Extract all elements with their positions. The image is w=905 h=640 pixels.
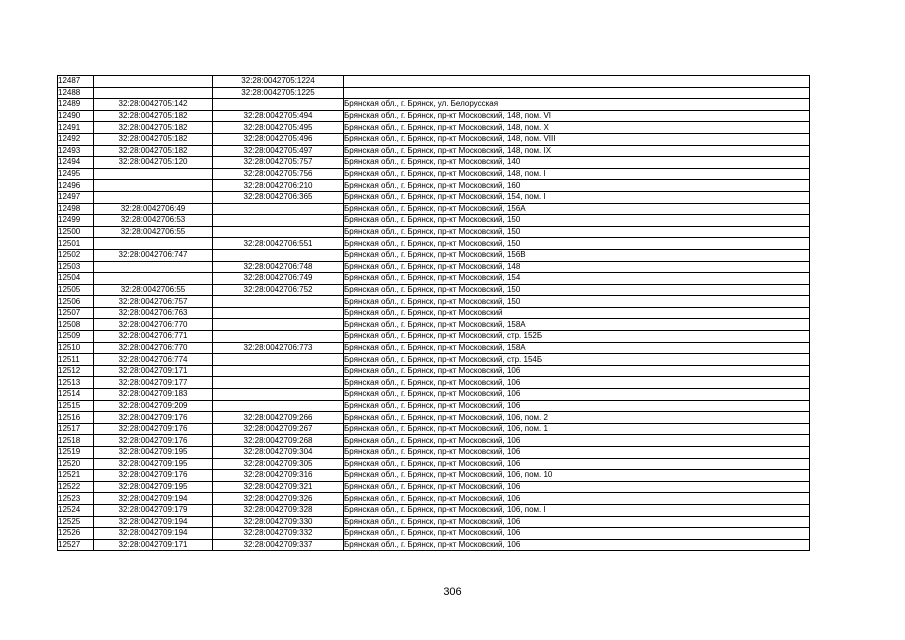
- row-number-cell: 12500: [58, 226, 94, 238]
- table-row: [58, 435, 810, 447]
- object-cadastral-number-cell: 32:28:0042705:494: [213, 110, 344, 122]
- address-cell: Брянская обл., г. Брянск, пр-кт Московский, 106: [344, 493, 810, 505]
- cadastral-number-cell: 32:28:0042709:183: [94, 389, 213, 401]
- cadastral-number-cell: 32:28:0042705:120: [94, 157, 213, 169]
- table-row: [58, 180, 810, 192]
- object-cadastral-number-cell: 32:28:0042706:748: [213, 261, 344, 273]
- table-row: [58, 168, 810, 180]
- cadastral-number-cell: [94, 168, 213, 180]
- table-row: [58, 238, 810, 250]
- row-number-cell: 12522: [58, 481, 94, 493]
- address-cell: Брянская обл., г. Брянск, пр-кт Московский, 158А: [344, 342, 810, 354]
- object-cadastral-number-cell: [213, 99, 344, 111]
- cadastral-number-cell: [94, 180, 213, 192]
- cadastral-registry-table: [57, 75, 810, 551]
- cadastral-number-cell: [94, 76, 213, 88]
- object-cadastral-number-cell: [213, 249, 344, 261]
- table-row: [58, 307, 810, 319]
- address-cell: Брянская обл., г. Брянск, пр-кт Московский, 106: [344, 458, 810, 470]
- row-number-cell: 12511: [58, 354, 94, 366]
- table-row: [58, 447, 810, 459]
- row-number-cell: 12506: [58, 296, 94, 308]
- cadastral-number-cell: 32:28:0042709:177: [94, 377, 213, 389]
- object-cadastral-number-cell: [213, 400, 344, 412]
- address-cell: Брянская обл., г. Брянск, пр-кт Московский, 154: [344, 273, 810, 285]
- row-number-cell: 12524: [58, 504, 94, 516]
- object-cadastral-number-cell: 32:28:0042709:304: [213, 447, 344, 459]
- object-cadastral-number-cell: 32:28:0042705:1224: [213, 76, 344, 88]
- row-number-cell: 12523: [58, 493, 94, 505]
- cadastral-number-cell: 32:28:0042709:179: [94, 504, 213, 516]
- cadastral-number-cell: 32:28:0042706:747: [94, 249, 213, 261]
- cadastral-number-cell: 32:28:0042705:182: [94, 110, 213, 122]
- cadastral-number-cell: [94, 261, 213, 273]
- object-cadastral-number-cell: 32:28:0042709:330: [213, 516, 344, 528]
- table-row: [58, 145, 810, 157]
- row-number-cell: 12503: [58, 261, 94, 273]
- cadastral-number-cell: [94, 191, 213, 203]
- cadastral-number-cell: 32:28:0042709:195: [94, 481, 213, 493]
- row-number-cell: 12491: [58, 122, 94, 134]
- table-row: [58, 481, 810, 493]
- object-cadastral-number-cell: 32:28:0042706:210: [213, 180, 344, 192]
- table-row: [58, 226, 810, 238]
- object-cadastral-number-cell: 32:28:0042709:266: [213, 412, 344, 424]
- object-cadastral-number-cell: 32:28:0042705:1225: [213, 87, 344, 99]
- cadastral-number-cell: 32:28:0042709:194: [94, 528, 213, 540]
- address-cell: Брянская обл., г. Брянск, пр-кт Московский, 150: [344, 226, 810, 238]
- object-cadastral-number-cell: 32:28:0042709:337: [213, 539, 344, 551]
- address-cell: Брянская обл., г. Брянск, пр-кт Московский, 148, пом. IX: [344, 145, 810, 157]
- object-cadastral-number-cell: 32:28:0042705:757: [213, 157, 344, 169]
- cadastral-number-cell: 32:28:0042709:194: [94, 516, 213, 528]
- object-cadastral-number-cell: 32:28:0042706:749: [213, 273, 344, 285]
- table-row: [58, 528, 810, 540]
- object-cadastral-number-cell: 32:28:0042709:268: [213, 435, 344, 447]
- row-number-cell: 12518: [58, 435, 94, 447]
- address-cell: Брянская обл., г. Брянск, пр-кт Московский, 154, пом. I: [344, 191, 810, 203]
- row-number-cell: 12492: [58, 133, 94, 145]
- row-number-cell: 12496: [58, 180, 94, 192]
- object-cadastral-number-cell: [213, 226, 344, 238]
- row-number-cell: 12501: [58, 238, 94, 250]
- table-row: [58, 133, 810, 145]
- address-cell: Брянская обл., г. Брянск, пр-кт Московский, 148, пом. VIII: [344, 133, 810, 145]
- table-row: [58, 493, 810, 505]
- cadastral-number-cell: 32:28:0042706:53: [94, 215, 213, 227]
- table-row: [58, 377, 810, 389]
- registry-table-body: [58, 76, 810, 551]
- address-cell: [344, 76, 810, 88]
- table-row: [58, 215, 810, 227]
- table-row: [58, 539, 810, 551]
- row-number-cell: 12527: [58, 539, 94, 551]
- cadastral-number-cell: 32:28:0042709:176: [94, 435, 213, 447]
- address-cell: Брянская обл., г. Брянск, пр-кт Московский, 106: [344, 539, 810, 551]
- object-cadastral-number-cell: [213, 203, 344, 215]
- cadastral-number-cell: 32:28:0042709:176: [94, 412, 213, 424]
- address-cell: Брянская обл., г. Брянск, пр-кт Московский, 106: [344, 377, 810, 389]
- object-cadastral-number-cell: [213, 296, 344, 308]
- row-number-cell: 12508: [58, 319, 94, 331]
- row-number-cell: 12525: [58, 516, 94, 528]
- table-row: [58, 331, 810, 343]
- object-cadastral-number-cell: [213, 365, 344, 377]
- cadastral-number-cell: 32:28:0042706:55: [94, 284, 213, 296]
- table-row: [58, 99, 810, 111]
- table-row: [58, 423, 810, 435]
- object-cadastral-number-cell: 32:28:0042705:495: [213, 122, 344, 134]
- address-cell: Брянская обл., г. Брянск, пр-кт Московский, 156В: [344, 249, 810, 261]
- table-row: [58, 110, 810, 122]
- address-cell: Брянская обл., г. Брянск, пр-кт Московский, 160: [344, 180, 810, 192]
- object-cadastral-number-cell: [213, 354, 344, 366]
- address-cell: Брянская обл., г. Брянск, пр-кт Московский, 106: [344, 400, 810, 412]
- object-cadastral-number-cell: [213, 377, 344, 389]
- object-cadastral-number-cell: 32:28:0042705:496: [213, 133, 344, 145]
- table-row: [58, 261, 810, 273]
- table-row: [58, 470, 810, 482]
- object-cadastral-number-cell: 32:28:0042706:773: [213, 342, 344, 354]
- cadastral-number-cell: [94, 273, 213, 285]
- address-cell: Брянская обл., г. Брянск, пр-кт Московский, 106: [344, 435, 810, 447]
- cadastral-number-cell: [94, 87, 213, 99]
- row-number-cell: 12499: [58, 215, 94, 227]
- address-cell: Брянская обл., г. Брянск, пр-кт Московский, 106: [344, 516, 810, 528]
- cadastral-number-cell: 32:28:0042706:757: [94, 296, 213, 308]
- cadastral-number-cell: [94, 238, 213, 250]
- cadastral-number-cell: 32:28:0042706:770: [94, 319, 213, 331]
- address-cell: Брянская обл., г. Брянск, пр-кт Московский, 148: [344, 261, 810, 273]
- object-cadastral-number-cell: [213, 331, 344, 343]
- address-cell: Брянская обл., г. Брянск, пр-кт Московский, 106, пом. 1: [344, 423, 810, 435]
- cadastral-number-cell: 32:28:0042709:176: [94, 423, 213, 435]
- address-cell: Брянская обл., г. Брянск, пр-кт Московский, 150: [344, 238, 810, 250]
- table-row: [58, 504, 810, 516]
- address-cell: Брянская обл., г. Брянск, пр-кт Московский, 150: [344, 284, 810, 296]
- table-row: [58, 191, 810, 203]
- row-number-cell: 12502: [58, 249, 94, 261]
- object-cadastral-number-cell: 32:28:0042709:316: [213, 470, 344, 482]
- row-number-cell: 12521: [58, 470, 94, 482]
- address-cell: Брянская обл., г. Брянск, пр-кт Московский, стр. 154Б: [344, 354, 810, 366]
- table-row: [58, 319, 810, 331]
- address-cell: Брянская обл., г. Брянск, пр-кт Московский, 106: [344, 447, 810, 459]
- address-cell: Брянская обл., г. Брянск, пр-кт Московский, 140: [344, 157, 810, 169]
- object-cadastral-number-cell: 32:28:0042706:752: [213, 284, 344, 296]
- row-number-cell: 12510: [58, 342, 94, 354]
- table-row: [58, 365, 810, 377]
- table-row: [58, 273, 810, 285]
- row-number-cell: 12512: [58, 365, 94, 377]
- address-cell: Брянская обл., г. Брянск, пр-кт Московский, 156А: [344, 203, 810, 215]
- object-cadastral-number-cell: 32:28:0042709:328: [213, 504, 344, 516]
- row-number-cell: 12498: [58, 203, 94, 215]
- cadastral-number-cell: 32:28:0042706:763: [94, 307, 213, 319]
- table-row: [58, 87, 810, 99]
- table-row: [58, 296, 810, 308]
- table-row: [58, 203, 810, 215]
- cadastral-number-cell: 32:28:0042705:142: [94, 99, 213, 111]
- table-row: [58, 157, 810, 169]
- row-number-cell: 12497: [58, 191, 94, 203]
- address-cell: Брянская обл., г. Брянск, пр-кт Московский, 106, пом. 10: [344, 470, 810, 482]
- cadastral-number-cell: 32:28:0042709:195: [94, 447, 213, 459]
- table-row: [58, 342, 810, 354]
- cadastral-number-cell: 32:28:0042705:182: [94, 122, 213, 134]
- row-number-cell: 12494: [58, 157, 94, 169]
- address-cell: Брянская обл., г. Брянск, пр-кт Московский: [344, 307, 810, 319]
- page-number: 306: [443, 586, 462, 598]
- row-number-cell: 12505: [58, 284, 94, 296]
- row-number-cell: 12514: [58, 389, 94, 401]
- cadastral-number-cell: 32:28:0042709:176: [94, 470, 213, 482]
- object-cadastral-number-cell: 32:28:0042709:267: [213, 423, 344, 435]
- object-cadastral-number-cell: [213, 389, 344, 401]
- row-number-cell: 12516: [58, 412, 94, 424]
- object-cadastral-number-cell: 32:28:0042706:551: [213, 238, 344, 250]
- row-number-cell: 12517: [58, 423, 94, 435]
- address-cell: Брянская обл., г. Брянск, пр-кт Московский, 148, пом. VI: [344, 110, 810, 122]
- row-number-cell: 12515: [58, 400, 94, 412]
- address-cell: Брянская обл., г. Брянск, пр-кт Московский, 106: [344, 481, 810, 493]
- table-row: [58, 412, 810, 424]
- cadastral-number-cell: 32:28:0042705:182: [94, 133, 213, 145]
- row-number-cell: 12495: [58, 168, 94, 180]
- row-number-cell: 12493: [58, 145, 94, 157]
- object-cadastral-number-cell: [213, 307, 344, 319]
- row-number-cell: 12509: [58, 331, 94, 343]
- cadastral-number-cell: 32:28:0042709:209: [94, 400, 213, 412]
- address-cell: Брянская обл., г. Брянск, пр-кт Московский, 148, пом. I: [344, 168, 810, 180]
- row-number-cell: 12488: [58, 87, 94, 99]
- object-cadastral-number-cell: 32:28:0042709:326: [213, 493, 344, 505]
- cadastral-number-cell: 32:28:0042706:770: [94, 342, 213, 354]
- address-cell: Брянская обл., г. Брянск, пр-кт Московский, 106, пом. 2: [344, 412, 810, 424]
- cadastral-number-cell: 32:28:0042706:771: [94, 331, 213, 343]
- table-row: [58, 389, 810, 401]
- object-cadastral-number-cell: 32:28:0042709:305: [213, 458, 344, 470]
- row-number-cell: 12487: [58, 76, 94, 88]
- address-cell: [344, 87, 810, 99]
- object-cadastral-number-cell: 32:28:0042709:321: [213, 481, 344, 493]
- object-cadastral-number-cell: [213, 319, 344, 331]
- address-cell: Брянская обл., г. Брянск, пр-кт Московский, стр. 152Б: [344, 331, 810, 343]
- cadastral-number-cell: 32:28:0042709:171: [94, 365, 213, 377]
- row-number-cell: 12490: [58, 110, 94, 122]
- table-row: [58, 122, 810, 134]
- row-number-cell: 12489: [58, 99, 94, 111]
- row-number-cell: 12507: [58, 307, 94, 319]
- object-cadastral-number-cell: 32:28:0042706:365: [213, 191, 344, 203]
- table-row: [58, 516, 810, 528]
- row-number-cell: 12504: [58, 273, 94, 285]
- object-cadastral-number-cell: 32:28:0042709:332: [213, 528, 344, 540]
- object-cadastral-number-cell: 32:28:0042705:497: [213, 145, 344, 157]
- row-number-cell: 12513: [58, 377, 94, 389]
- address-cell: Брянская обл., г. Брянск, пр-кт Московский, 106: [344, 528, 810, 540]
- address-cell: Брянская обл., г. Брянск, ул. Белорусская: [344, 99, 810, 111]
- address-cell: Брянская обл., г. Брянск, пр-кт Московский, 106, пом. I: [344, 504, 810, 516]
- address-cell: Брянская обл., г. Брянск, пр-кт Московский, 158А: [344, 319, 810, 331]
- row-number-cell: 12519: [58, 447, 94, 459]
- cadastral-number-cell: 32:28:0042709:171: [94, 539, 213, 551]
- cadastral-number-cell: 32:28:0042705:182: [94, 145, 213, 157]
- row-number-cell: 12526: [58, 528, 94, 540]
- cadastral-number-cell: 32:28:0042706:774: [94, 354, 213, 366]
- table-row: [58, 284, 810, 296]
- address-cell: Брянская обл., г. Брянск, пр-кт Московский, 106: [344, 389, 810, 401]
- cadastral-number-cell: 32:28:0042709:195: [94, 458, 213, 470]
- cadastral-number-cell: 32:28:0042709:194: [94, 493, 213, 505]
- row-number-cell: 12520: [58, 458, 94, 470]
- address-cell: Брянская обл., г. Брянск, пр-кт Московский, 148, пом. X: [344, 122, 810, 134]
- cadastral-number-cell: 32:28:0042706:49: [94, 203, 213, 215]
- cadastral-number-cell: 32:28:0042706:55: [94, 226, 213, 238]
- object-cadastral-number-cell: 32:28:0042705:756: [213, 168, 344, 180]
- object-cadastral-number-cell: [213, 215, 344, 227]
- address-cell: Брянская обл., г. Брянск, пр-кт Московский, 150: [344, 296, 810, 308]
- table-row: [58, 400, 810, 412]
- table-row: [58, 76, 810, 88]
- table-row: [58, 458, 810, 470]
- address-cell: Брянская обл., г. Брянск, пр-кт Московский, 150: [344, 215, 810, 227]
- address-cell: Брянская обл., г. Брянск, пр-кт Московский, 106: [344, 365, 810, 377]
- table-row: [58, 249, 810, 261]
- table-row: [58, 354, 810, 366]
